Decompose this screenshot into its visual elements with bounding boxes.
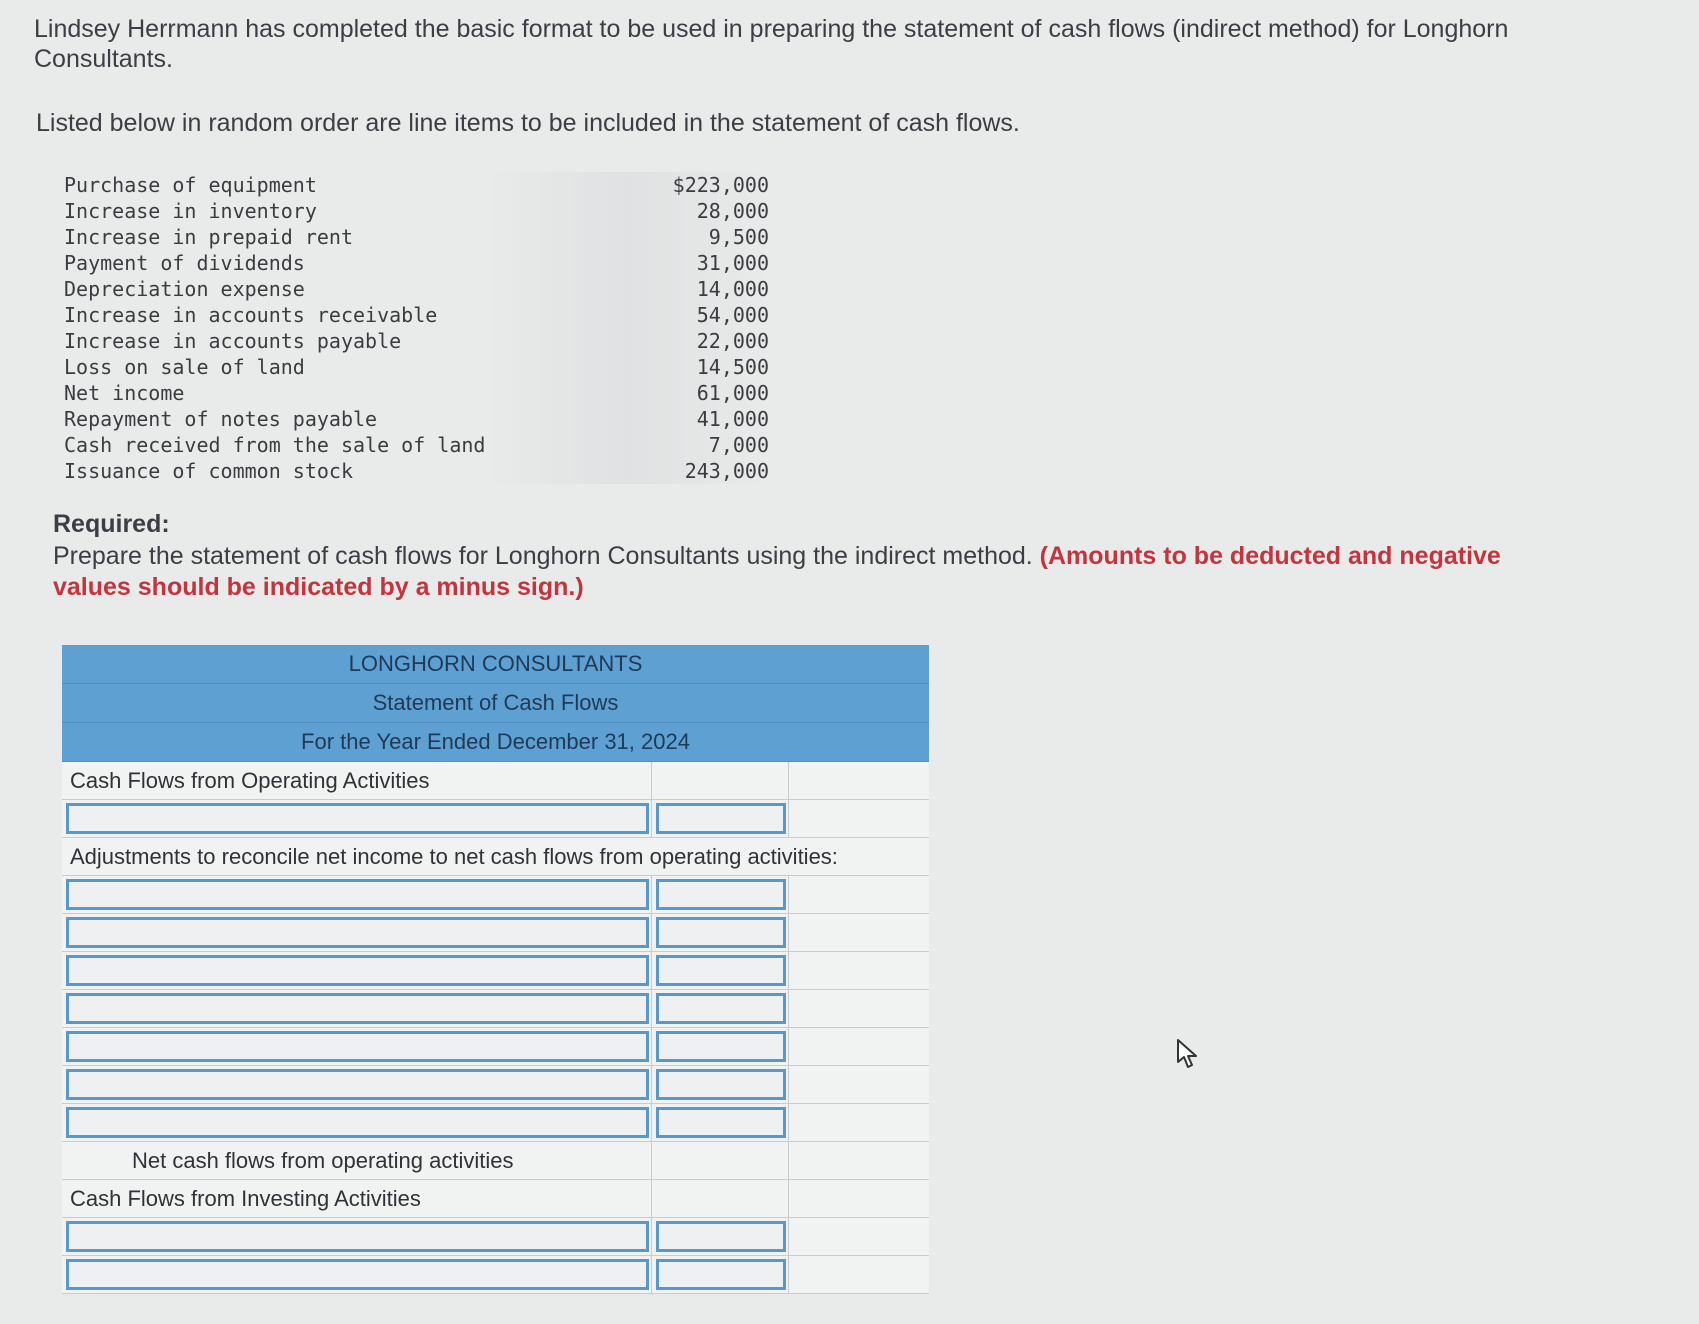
amount-field[interactable] — [656, 1069, 787, 1100]
label-input[interactable] — [69, 882, 646, 907]
amount-input[interactable] — [659, 806, 784, 831]
item-amount: 243,000 — [684, 459, 769, 483]
amount-input[interactable] — [659, 882, 784, 907]
label-input[interactable] — [69, 1224, 646, 1249]
input-row — [62, 1028, 929, 1066]
amount-input[interactable] — [659, 1262, 784, 1287]
label-dropdown[interactable] — [66, 1031, 649, 1062]
list-item — [64, 224, 769, 250]
list-item — [64, 380, 769, 406]
amount-input[interactable] — [659, 1072, 784, 1097]
list-item — [64, 354, 769, 380]
label-input[interactable] — [69, 1034, 646, 1059]
required-note: (Amounts to be deducted and negative values should be indicated by a minus sign.) — [53, 542, 1501, 601]
label-input[interactable] — [69, 1072, 646, 1097]
item-amount: 54,000 — [696, 303, 769, 327]
operating-heading: Cash Flows from Operating Activities — [70, 768, 430, 793]
adjustments-heading-row — [62, 838, 929, 876]
list-item — [64, 406, 769, 432]
investing-heading-row — [62, 1180, 929, 1218]
amount-field[interactable] — [656, 1107, 787, 1138]
item-label: Increase in accounts receivable — [64, 303, 438, 327]
intro-text: Lindsey Herrmann has completed the basic format to be used in preparing the statement of cash flows (indirect method) for Longhorn Consultants. — [34, 15, 1509, 73]
item-label: Increase in prepaid rent — [64, 225, 353, 249]
item-label: Cash received from the sale of land — [64, 433, 486, 457]
item-amount: 28,000 — [696, 199, 769, 223]
label-dropdown[interactable] — [66, 955, 649, 986]
list-item — [64, 432, 769, 458]
item-label: Increase in accounts payable — [64, 329, 402, 353]
list-item — [64, 328, 769, 354]
label-input[interactable] — [69, 920, 646, 945]
mouse-pointer-icon — [1175, 1038, 1201, 1070]
adjustments-heading: Adjustments to reconcile net income to net cash flows from operating activities: — [70, 844, 838, 869]
company-name: LONGHORN CONSULTANTS — [62, 645, 929, 684]
amount-input[interactable] — [659, 958, 784, 983]
item-amount: 61,000 — [696, 381, 769, 405]
item-label: Loss on sale of land — [64, 355, 305, 379]
list-item — [64, 458, 769, 484]
net-operating-total — [788, 1142, 929, 1179]
statement-title: Statement of Cash Flows — [62, 684, 929, 723]
input-row — [62, 914, 929, 952]
amount-field[interactable] — [656, 879, 787, 910]
amount-input[interactable] — [659, 1110, 784, 1135]
item-amount: 9,500 — [708, 225, 769, 249]
list-item — [64, 276, 769, 302]
label-input[interactable] — [69, 996, 646, 1021]
item-amount: 14,000 — [696, 277, 769, 301]
required-label: Required: — [53, 510, 170, 538]
label-dropdown[interactable] — [66, 1107, 649, 1138]
amount-input[interactable] — [659, 1224, 784, 1249]
label-dropdown[interactable] — [66, 1259, 649, 1290]
amount-input[interactable] — [659, 920, 784, 945]
list-item — [64, 302, 769, 328]
item-label: Payment of dividends — [64, 251, 305, 275]
input-row — [62, 800, 929, 838]
amount-input[interactable] — [659, 1034, 784, 1059]
label-input[interactable] — [69, 1110, 646, 1135]
label-dropdown[interactable] — [66, 1221, 649, 1252]
cash-flow-statement-form — [62, 645, 929, 1294]
item-amount: 7,000 — [708, 433, 769, 457]
item-amount: $223,000 — [672, 173, 769, 197]
amount-field[interactable] — [656, 955, 787, 986]
item-label: Net income — [64, 381, 185, 405]
investing-heading: Cash Flows from Investing Activities — [70, 1186, 421, 1211]
input-row — [62, 1218, 929, 1256]
input-row — [62, 1066, 929, 1104]
input-row — [62, 876, 929, 914]
label-dropdown[interactable] — [66, 917, 649, 948]
operating-heading-row — [62, 762, 929, 800]
item-amount: 22,000 — [696, 329, 769, 353]
item-amount: 41,000 — [696, 407, 769, 431]
label-input[interactable] — [69, 958, 646, 983]
intro-text-2: Listed below in random order are line items to be included in the statement of cash flows. — [36, 109, 1020, 137]
label-dropdown[interactable] — [66, 993, 649, 1024]
input-row — [62, 1104, 929, 1142]
item-label: Increase in inventory — [64, 199, 317, 223]
list-item — [64, 250, 769, 276]
line-items-list — [64, 172, 769, 484]
statement-period: For the Year Ended December 31, 2024 — [62, 723, 929, 762]
amount-input[interactable] — [659, 996, 784, 1021]
item-label: Issuance of common stock — [64, 459, 353, 483]
input-row — [62, 990, 929, 1028]
item-amount: 14,500 — [696, 355, 769, 379]
amount-field[interactable] — [656, 993, 787, 1024]
label-dropdown[interactable] — [66, 803, 649, 834]
amount-field[interactable] — [656, 1221, 787, 1252]
required-instructions — [53, 541, 1583, 603]
required-text: Prepare the statement of cash flows for Longhorn Consultants using the indirect method. — [53, 542, 1040, 570]
label-dropdown[interactable] — [66, 1069, 649, 1100]
amount-field[interactable] — [656, 803, 787, 834]
input-row — [62, 952, 929, 990]
label-input[interactable] — [69, 1262, 646, 1287]
label-input[interactable] — [69, 806, 646, 831]
input-row — [62, 1256, 929, 1294]
item-label: Purchase of equipment — [64, 173, 317, 197]
label-dropdown[interactable] — [66, 879, 649, 910]
item-label: Repayment of notes payable — [64, 407, 378, 431]
list-item — [64, 198, 769, 224]
item-amount: 31,000 — [696, 251, 769, 275]
amount-field[interactable] — [656, 917, 787, 948]
amount-field[interactable] — [656, 1259, 787, 1290]
amount-field[interactable] — [656, 1031, 787, 1062]
net-operating-label: Net cash flows from operating activities — [132, 1148, 514, 1173]
list-item — [64, 172, 769, 198]
net-operating-row — [62, 1142, 929, 1180]
item-label: Depreciation expense — [64, 277, 305, 301]
